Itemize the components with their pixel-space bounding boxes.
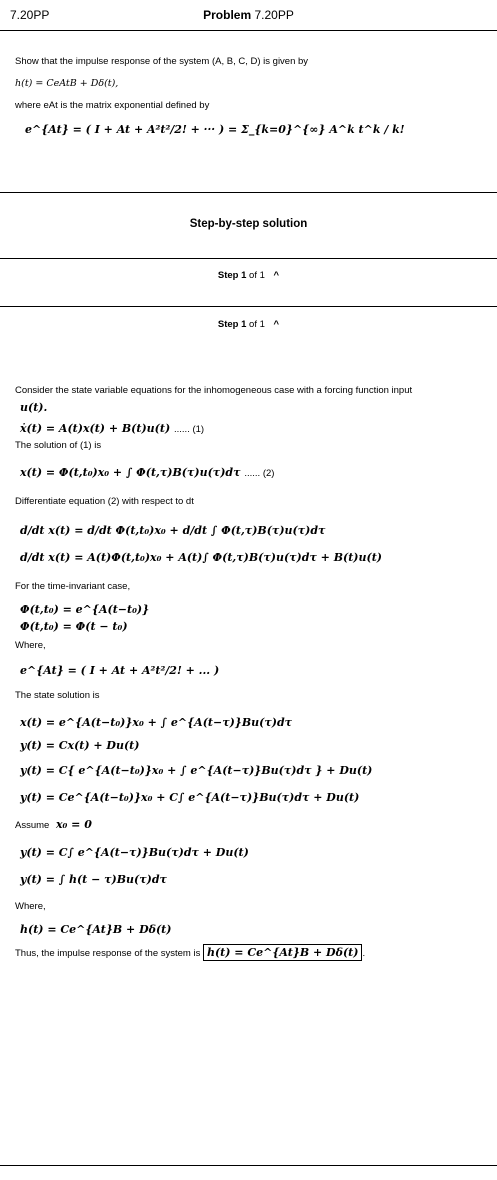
equation-10: y(t) = C{ e^{A(t−t₀)}x₀ + ∫ e^{A(t−τ)}Bu(τ)dτ } + Du(t)	[20, 764, 373, 777]
final-answer-box: h(t) = Ce^{At}B + Dδ(t)	[203, 944, 362, 961]
step-header[interactable]	[0, 319, 497, 330]
solution-text: Where,	[15, 640, 46, 651]
equation-tag: ...... (2)	[244, 468, 275, 479]
divider	[0, 258, 497, 259]
step-header-collapsible[interactable]	[0, 270, 497, 281]
equation-4: d/dt x(t) = A(t)Φ(t,t₀)x₀ + A(t)∫ Φ(t,τ)B(τ)u(τ)dτ + B(t)u(t)	[20, 551, 383, 564]
equation-13: y(t) = ∫ h(t − τ)Bu(τ)dτ	[20, 873, 167, 886]
step-label: Step	[217, 270, 239, 281]
problem-line-1: Show that the impulse response of the system (A, B, C, D) is given by	[15, 56, 309, 67]
step-label: Step	[217, 319, 239, 330]
step-of: of 1	[249, 319, 265, 330]
divider	[0, 1165, 497, 1166]
solution-text: The state solution is	[15, 690, 100, 701]
problem-formula: e^{At} = ( I + At + A²t²/2! + ··· ) = Σ_{k=0}^{∞} A^k t^k / k!	[25, 123, 405, 136]
assume-label: Assume	[15, 820, 50, 831]
equation-1	[20, 422, 485, 435]
chevron-up-icon[interactable]: ^	[273, 270, 280, 281]
final-answer-period: .	[362, 948, 366, 959]
equation-7: e^{At} = ( I + At + A²t²/2! + ... )	[20, 664, 220, 677]
solution-text	[15, 818, 485, 832]
step-number: 1	[241, 319, 247, 330]
equation-14: h(t) = Ce^{At}B + Dδ(t)	[20, 923, 172, 936]
solution-text: The solution of (1) is	[15, 440, 102, 451]
equation-6: Φ(t,t₀) = Φ(t − t₀)	[20, 620, 128, 633]
equation-2-body: x(t) = Φ(t,t₀)x₀ + ∫ Φ(t,τ)B(τ)u(τ)dτ	[20, 466, 241, 479]
header-title	[0, 8, 497, 22]
equation-9: y(t) = Cx(t) + Du(t)	[20, 739, 140, 752]
problem-line-2: h(t) = CeAtB + Dδ(t),	[15, 78, 119, 89]
step-number: 1	[241, 270, 247, 281]
solution-body	[15, 384, 485, 960]
equation-2	[20, 466, 485, 479]
solution-text: For the time-invariant case,	[15, 581, 131, 592]
problem-line-3: where eAt is the matrix exponential defined by	[15, 100, 210, 111]
solution-text: Consider the state variable equations for the inhomogeneous case with a forcing function input	[15, 385, 413, 396]
equation-3: d/dt x(t) = d/dt Φ(t,t₀)x₀ + d/dt ∫ Φ(t,τ)B(τ)u(τ)dτ	[20, 524, 326, 537]
divider	[0, 192, 497, 193]
header-title-rest: 7.20PP	[254, 8, 294, 22]
problem-statement	[15, 55, 485, 145]
equation-tag: ...... (1)	[174, 424, 205, 435]
step-of: of 1	[249, 270, 265, 281]
final-answer-line	[15, 946, 485, 960]
header-title-bold: Problem	[203, 8, 252, 22]
equation-12: y(t) = C∫ e^{A(t−τ)}Bu(τ)dτ + Du(t)	[20, 846, 249, 859]
solution-text: Differentiate equation (2) with respect to dt	[15, 496, 194, 507]
chevron-up-icon[interactable]: ^	[273, 319, 280, 330]
final-answer-text: Thus, the impulse response of the system is	[15, 948, 201, 959]
equation-8: x(t) = e^{A(t−t₀)}x₀ + ∫ e^{A(t−τ)}Bu(τ)dτ	[20, 716, 293, 729]
equation-1-body: ẋ(t) = A(t)x(t) + B(t)u(t)	[20, 422, 171, 435]
solution-text: Where,	[15, 901, 46, 912]
equation-5: Φ(t,t₀) = e^{A(t−t₀)}	[20, 603, 150, 616]
divider	[0, 306, 497, 307]
solution-title: Step-by-step solution	[189, 218, 308, 230]
equation: u(t).	[20, 401, 48, 414]
assume-equation: x₀ = 0	[55, 818, 92, 831]
header-bar	[0, 0, 497, 31]
equation-11: y(t) = Ce^{A(t−t₀)}x₀ + C∫ e^{A(t−τ)}Bu(τ)dτ + Du(t)	[20, 791, 360, 804]
header-left-label: 7.20PP	[10, 8, 50, 22]
